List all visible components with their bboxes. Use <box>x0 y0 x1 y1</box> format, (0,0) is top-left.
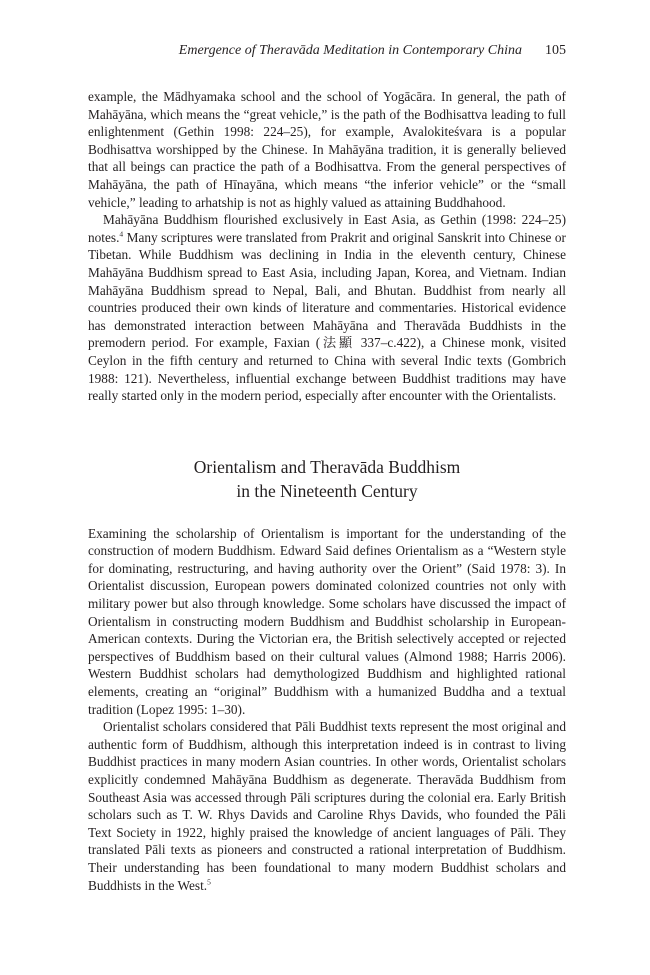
footnote-marker[interactable]: 5 <box>207 877 211 887</box>
heading-spacer <box>88 503 566 525</box>
section-heading-line: in the Nineteenth Century <box>236 480 418 501</box>
running-header <box>88 43 566 63</box>
paragraph <box>88 211 566 405</box>
section-spacer <box>88 405 566 455</box>
paragraph-text: Mahāyāna Buddhism flourished exclusively in East Asia, as Gethin (1998: 224–25) notes. <box>88 212 566 245</box>
page-body <box>88 88 566 894</box>
running-title: Emergence of Theravāda Meditation in Contemporary China <box>178 43 522 58</box>
section-heading-line: Orientalism and Theravāda Buddhism <box>193 456 461 477</box>
paragraph: Examining the scholarship of Orientalism is important for the understanding of the construction of modern Buddhism. Edward Said defines Orientalism as a “Western style for dominating, restructuring, and having authority over the Orient” (Said 1978: 3). In Orientalist discussion, European powers dominated colonized countries not only with military power but also through knowledge. Some scholars have discussed the impact of Orientalism in constructing modern Buddhism and Buddhist scholarship in European-American contexts. During the Victorian era, the British selectively accepted or rejected perspectives of Buddhism based on their cultural values (Almond 1988; Harris 2006). Western Buddhist scholars had demythologized Buddhism and highlighted rational elements, creating an “original” Buddhism with a humanized Buddha and a textual tradition (Lopez 1995: 1–30). <box>88 525 566 717</box>
page-number: 105 <box>545 43 566 58</box>
paragraph: example, the Mādhyamaka school and the school of Yogācāra. In general, the path of Mahāyāna, which means the “great vehicle,” is the path of the Bodhisattva leading to full enlightenment (Gethin 1998: 224–25), for example, Avalokiteśvara is a popular Bodhisattva worshipped by the Chinese. In Mahāyāna tradition, it is generally believed that all beings can practice the path of a Bodhisattva. From the general perspectives of Mahāyāna, the path of Hīnayāna, which means “the inferior vehicle” or the “small vehicle,” leading to arhatship is not as highly valued as attaining Buddhahood. <box>88 89 566 210</box>
paragraph <box>88 718 566 894</box>
footnote-marker[interactable]: 4 <box>119 229 124 239</box>
section-heading <box>88 455 566 503</box>
paragraph-text: Many scriptures were translated from Prakrit and original Sanskrit into Chinese or Tibetan. While Buddhism was declining in India in the eleventh century, Chinese Mahāyāna Buddhism spread to East Asia, including Japan, Korea, and Vietnam. Indian Mahāyāna Buddhism spread to Nepal, Bali, and Bhutan. Buddhist from nearly all countries produced their own kinds of literature and commentaries. Historical evidence has demonstrated interaction between Mahāyāna and Theravāda Buddhists in the premodern period. For example, Faxian (法顯 337–c.422), a Chinese monk, visited Ceylon in the fifth century and returned to China with several Indic texts (Gombrich 1988: 121). Nevertheless, influential exchange between Buddhist traditions may have really started only in the modern period, especially after encounter with the Orientalists. <box>88 229 566 404</box>
paragraph-text: Orientalist scholars considered that Pāli Buddhist texts represent the most original and authentic form of Buddhism, although this interpretation indeed is in contrast to living Buddhist practices in many modern Asian countries. In other words, Orientalist scholars explicitly condemned Mahāyāna Buddhism as degenerate. Theravāda Buddhism from Southeast Asia was accessed through Pāli scriptures during the colonial era. Early British scholars such as T. W. Rhys Davids and Caroline Rhys Davids, who founded the Pāli Text Society in 1922, highly praised the knowledge of ancient languages of Pāli. They translated Pāli texts as pioneers and constructed a rational interpretation of Buddhism. Their understanding has been foundational to many modern Buddhist scholars and Buddhists in the West. <box>88 719 566 893</box>
